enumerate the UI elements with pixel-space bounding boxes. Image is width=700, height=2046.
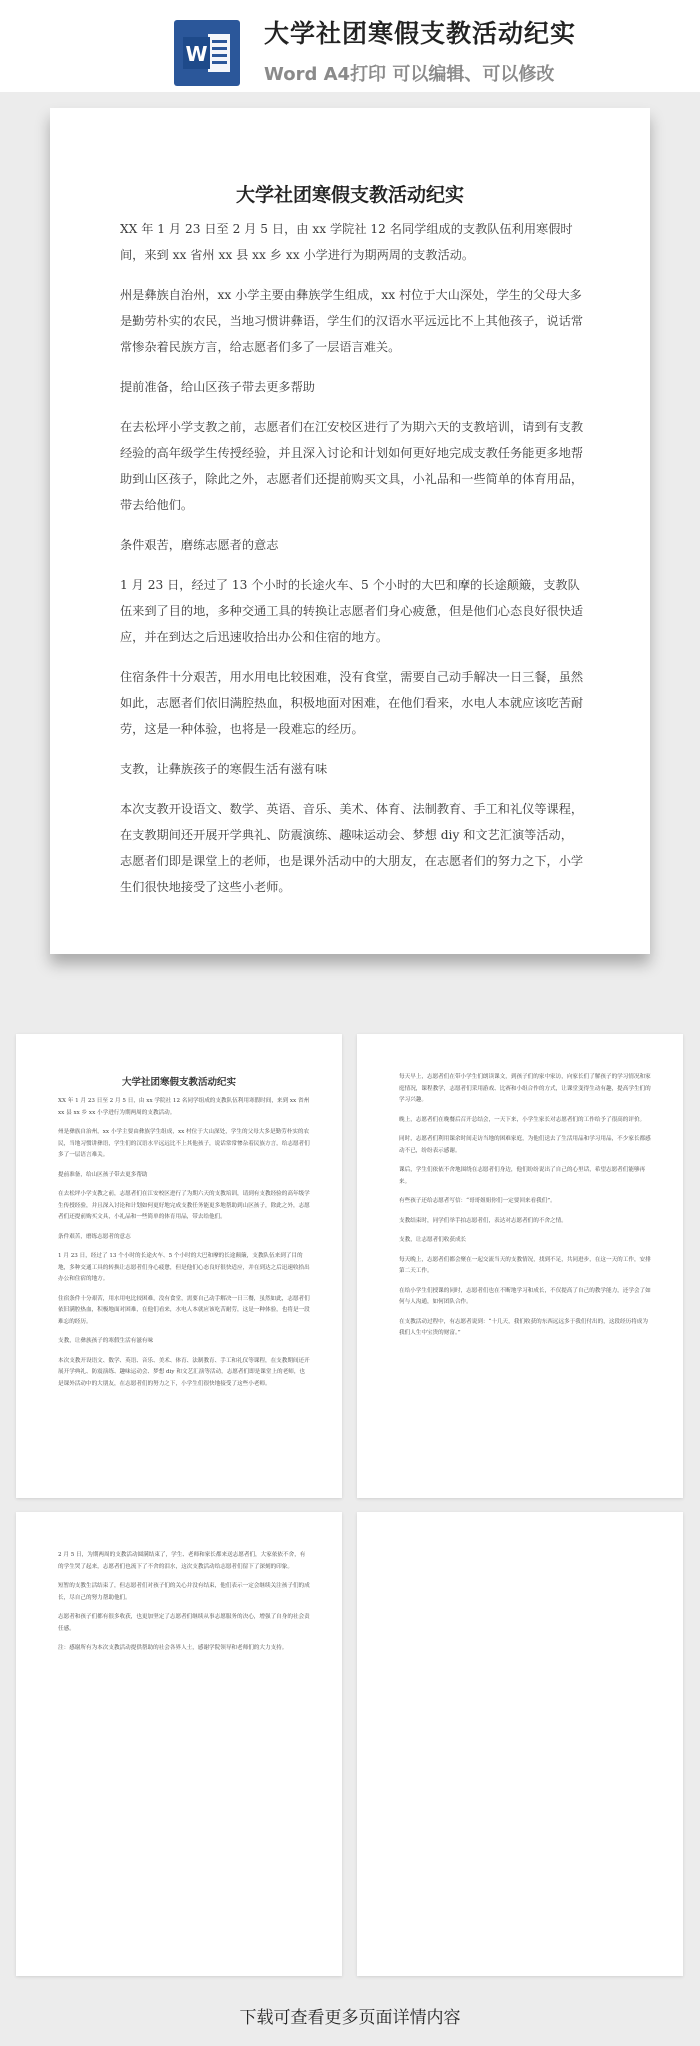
thumbnail-page-2[interactable]	[357, 1034, 683, 1498]
thumbnail-paragraph: 有些孩子还给志愿者写信：“哥哥姐姐你们一定要回来看我们”。	[399, 1198, 556, 1204]
thumbnail-paragraph: 志愿者和孩子们都有很多收获，也更加坚定了志愿者们继续从事志愿服务的决心，增强了自身的社会责任感。	[58, 1614, 310, 1632]
paragraph: 州是彝族自治州，xx 小学主要由彝族学生组成，xx 村位于大山深处，学生的父母大多是勤劳朴实的农民，当地习惯讲彝语，学生们的汉语水平远远比不上其他孩子，说话常常惨杂着民族方言，给志愿者们多了一层语言难关。	[120, 288, 584, 354]
banner-subtitle: Word A4打印 可以编辑、可以修改	[264, 64, 555, 85]
thumbnail-page-3[interactable]	[16, 1512, 342, 1976]
thumbnail-paragraph: 课后，学生们依依不舍地围绕在志愿者们身边，他们纷纷说出了自己的心里话，希望志愿者们能够再来。	[399, 1167, 646, 1185]
paragraph: XX 年 1 月 23 日至 2 月 5 日，由 xx 学院社 12 名同学组成的支教队伍利用寒假时间，来到 xx 省州 xx 县 xx 乡 xx 小学进行为期两周的支教活动。	[120, 222, 573, 262]
thumbnail-paragraph: 支教，让彝族孩子的寒假生活有滋有味	[58, 1338, 154, 1344]
banner-title: 大学社团寒假支教活动纪实	[264, 19, 577, 48]
document-page-main	[50, 108, 650, 954]
paragraph: 1 月 23 日，经过了 13 个小时的长途火车、5 个小时的大巴和摩的长途颠簸，支教队伍来到了目的地，多种交通工具的转换让志愿者们身心疲惫，但是他们心态良好很快适应，并在到达之后迅速收拾出办公和住宿的地方。	[120, 578, 584, 644]
thumbnail-paragraph: 条件艰苦，磨练志愿者的意志	[58, 1233, 131, 1240]
thumbnail-page-4[interactable]	[357, 1512, 683, 1976]
word-icon-letter: W	[185, 42, 208, 66]
document-body	[120, 216, 584, 914]
paragraph: 住宿条件十分艰苦，用水用电比较困难，没有食堂，需要自己动手解决一日三餐，虽然如此，志愿者们依旧满腔热血，积极地面对困难，在他们看来，水电人本就应该吃苦耐劳，这是一种体验，也将是一段难忘的经历。	[120, 670, 584, 736]
thumbnail-paragraph: XX 年 1 月 23 日至 2 月 5 日，由 xx 学院社 12 名同学组成的支教队伍利用寒假时间，来到 xx 省州 xx 县 xx 乡 xx 小学进行为期两周的支教活动。	[58, 1098, 310, 1116]
thumbnail-paragraph: 住宿条件十分艰苦，用水用电比较困难，没有食堂，需要自己动手解决一日三餐，虽然如此，志愿者们依旧满腔热血，积极地面对困难，在他们看来，水电人本就应该吃苦耐劳，这是一种体验，也将是一段难忘的经历。	[58, 1295, 310, 1325]
thumbnail-body	[357, 1034, 683, 1340]
thumbnail-paragraph: 本次支教开设语文、数学、英语、音乐、美术、体育、法制教育、手工和礼仪等课程，在支教期间还开展开学典礼、防震演练、趣味运动会、梦想 diy 和文艺汇演等活动，志愿者们即是课堂上的老师，也是课外活动中的大朋友，在志愿者们的努力之下，小学生们很快地接受了这些小老师。	[58, 1357, 310, 1387]
thumbnail-paragraph: 同时，志愿者们利用课余时间走访当地的困难家庭，为他们送去了生活用品和学习用品，不少家长都感动不已，纷纷表示感谢。	[399, 1136, 651, 1154]
section-heading: 条件艰苦，磨练志愿者的意志	[120, 538, 279, 552]
thumbnail-paragraph: 在支教活动过程中，有志愿者说到：“十几天，我们收获的东西远远多于我们付出的，这段经历将成为我们人生中宝贵的财富。”	[399, 1318, 648, 1336]
thumbnail-paragraph: 注：感谢所有为本次支教活动提供帮助的社会各界人士，感谢学院领导和老师们的大力支持。	[58, 1645, 288, 1651]
thumbnail-paragraph: 每天晚上，志愿者们都会聚在一起交流当天的支教情况，找到不足，共同进步，在这一天的工作，安排第二天工作。	[399, 1256, 651, 1274]
thumbnail-paragraph: 2 月 5 日，为期两周的支教活动圆满结束了，学生、老师和家长都来送志愿者们，大家依依不舍，有的学生哭了起来，志愿者们也流下了不舍的泪水，这次支教活动给志愿者们留下了深刻的印象。	[58, 1552, 306, 1570]
thumbnail-title: 大学社团寒假支教活动纪实	[121, 1077, 236, 1088]
document-title: 大学社团寒假支教活动纪实	[235, 184, 464, 206]
download-more-note[interactable]: 下载可查看更多页面详情内容	[239, 2008, 461, 2028]
thumbnail-paragraph: 每天早上，志愿者们在带小学生们朗读课文，到孩子们的家中家访，向家长们了解孩子的学习情况和家庭情况，课程教学，志愿者们采用游戏、比赛和小组合作的方式，让课堂变得生动有趣，提高学生们的学习兴趣。	[399, 1074, 651, 1103]
word-document-icon	[174, 20, 240, 86]
thumbnail-paragraph: 提前准备，给山区孩子带去更多帮助	[58, 1171, 148, 1178]
thumbnail-paragraph: 短暂的支教生活结束了，但志愿者们对孩子们的关心并没有结束，他们表示一定会继续关注孩子们的成长，尽自己的努力帮助他们。	[58, 1583, 310, 1601]
thumbnail-paragraph: 在去松坪小学支教之前，志愿者们在江安校区进行了为期六天的支教培训，请到有支教经验的高年级学生传授经验，并且深入讨论和计划如何更好地完成支教任务能更多地帮助到山区孩子，除此之外，志愿者们还提前购买文具，小礼品和一些简单的体育用品，带去给他们。	[58, 1191, 310, 1220]
thumbnail-page-1[interactable]	[16, 1034, 342, 1498]
thumbnail-paragraph: 在给小学生们授课的同时，志愿者们也在不断地学习和成长，不仅提高了自己的教学能力，还学会了如何与人沟通，如何团队合作。	[399, 1287, 651, 1305]
header-banner	[0, 0, 700, 92]
thumbnail-body	[16, 1088, 342, 1390]
paragraph: 在去松坪小学支教之前，志愿者们在江安校区进行了为期六天的支教培训，请到有支教经验的高年级学生传授经验，并且深入讨论和计划如何更好地完成支教任务能更多地帮助到山区孩子，除此之外，志愿者们还提前购买文具，小礼品和一些简单的体育用品，带去给他们。	[120, 420, 584, 512]
thumbnail-paragraph: 晚上，志愿者们在晚餐后召开总结会，一天下来，小学生家长对志愿者们的工作给予了很高的评价。	[399, 1116, 646, 1123]
section-heading: 提前准备，给山区孩子带去更多帮助	[120, 380, 315, 394]
thumbnail-paragraph: 1 月 23 日，经过了 13 个小时的长途火车、5 个小时的大巴和摩的长途颠簸，支教队伍来到了目的地，多种交通工具的转换让志愿者们身心疲惫，但是他们心态良好很快适应，并在到达之后迅速收拾出办公和住宿的地方。	[58, 1253, 310, 1282]
section-heading: 支教，让彝族孩子的寒假生活有滋有味	[120, 762, 328, 776]
thumbnail-paragraph: 州是彝族自治州，xx 小学主要由彝族学生组成，xx 村位于大山深处，学生的父母大多是勤劳朴实的农民，当地习惯讲彝语，学生们的汉语水平远远比不上其他孩子，说话常常惨杂着民族方言，给志愿者们多了一层语言难关。	[58, 1129, 310, 1158]
thumbnail-body	[16, 1512, 342, 1655]
thumbnail-paragraph: 支教，让志愿者们收获成长	[399, 1237, 467, 1243]
paragraph: 本次支教开设语文、数学、英语、音乐、美术、体育、法制教育、手工和礼仪等课程，在支教期间还开展开学典礼、防震演练、趣味运动会、梦想 diy 和文艺汇演等活动，志愿者们即是课堂上的老师，也是课外活动中的大朋友，在志愿者们的努力之下，小学生们很快地接受了这些小老师。	[120, 802, 584, 894]
thumbnail-paragraph: 支教结束时，同学们举手拍志愿者们，表达对志愿者们的不舍之情。	[399, 1217, 567, 1224]
